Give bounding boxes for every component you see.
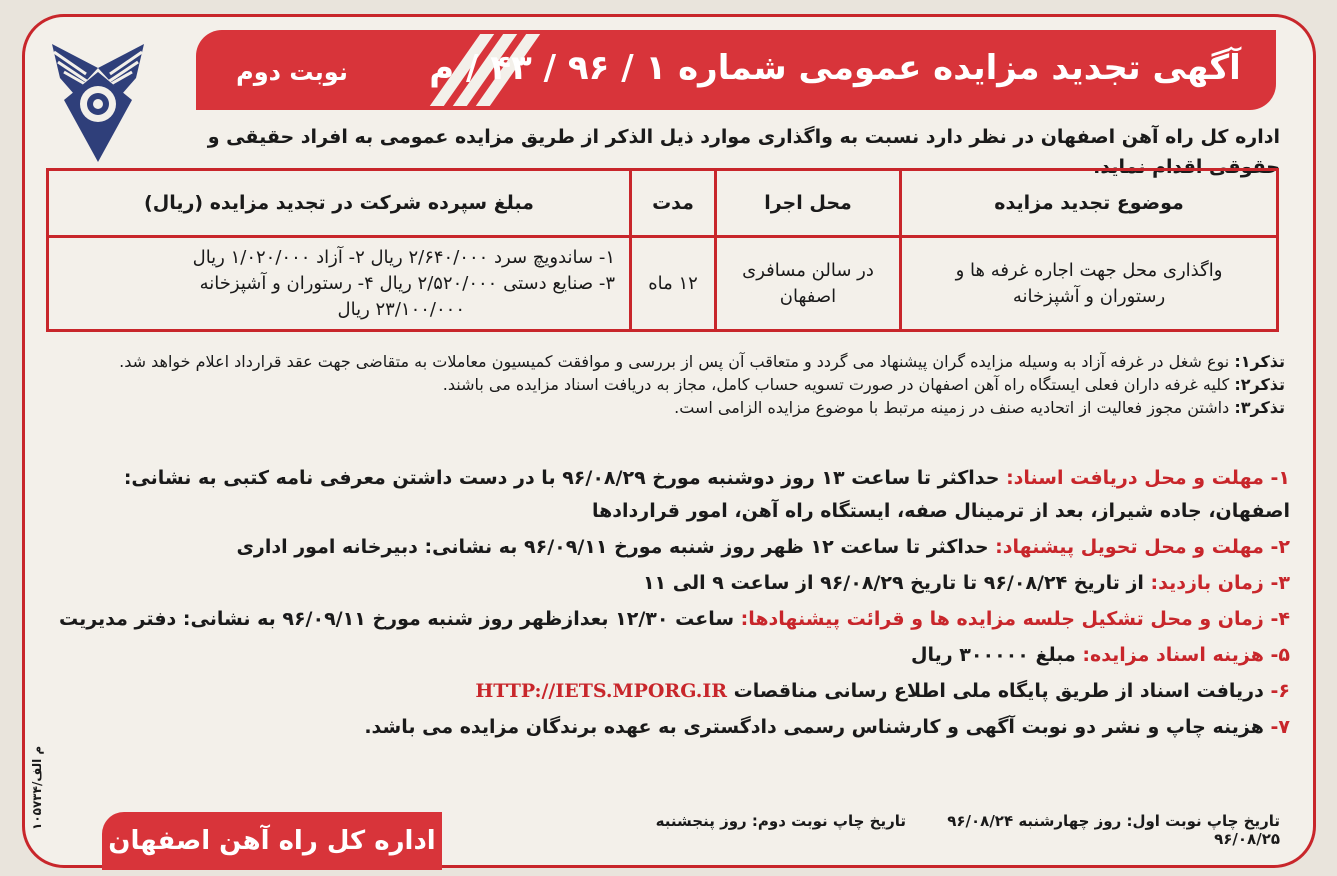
cell-duration: ۱۲ ماه (631, 237, 716, 331)
note-text: کلیه غرفه داران فعلی ایستگاه راه آهن اصفهان در صورت تسویه حساب کامل، مجاز به دریافت اسناد مزایده می باشند. (442, 375, 1230, 394)
item-number: ۷- (1263, 716, 1290, 738)
note-label: تذکر۳: (1234, 398, 1285, 417)
item-text: حداکثر تا ساعت ۱۲ ظهر روز شنبه مورخ ۹۶/۰۹/۱۱ به نشانی: دبیرخانه امور اداری (236, 536, 996, 558)
list-item (40, 462, 1290, 528)
railway-logo-icon (46, 38, 150, 166)
item-text: از تاریخ ۹۶/۰۸/۲۴ تا تاریخ ۹۶/۰۸/۲۹ از ساعت ۹ الی ۱۱ (642, 572, 1151, 594)
item-number: ۳- (1263, 572, 1290, 594)
notes-section (40, 350, 1285, 419)
item-number: ۶- (1263, 680, 1290, 702)
item-label: مهلت و محل تحویل پیشنهاد: (995, 536, 1264, 558)
list-item (40, 603, 1290, 636)
organization-badge: اداره کل راه آهن اصفهان (102, 812, 442, 870)
auction-table (46, 168, 1279, 332)
conditions-list (40, 462, 1290, 747)
cell-subject: واگذاری محل جهت اجاره غرفه ها و رستوران و آشپزخانه (901, 237, 1278, 331)
item-label: زمان و محل تشکیل جلسه مزایده ها و قرائت پیشنهادها: (740, 608, 1264, 630)
item-label: مهلت و محل دریافت اسناد: (1006, 467, 1264, 489)
deposit-line: ۱- ساندویچ سرد ۲/۶۴۰/۰۰۰ ریال ۲- آزاد ۱/۰۲۰/۰۰۰ ریال (192, 246, 615, 268)
item-number: ۱- (1263, 467, 1290, 489)
ad-reference-code: ۱۰۵۷۳۴/م الف (30, 745, 44, 830)
list-item (40, 531, 1290, 564)
note-item (40, 396, 1285, 419)
column-header-deposit: مبلغ سپرده شرکت در تجدید مزایده (ریال) (48, 170, 631, 237)
note-text: داشتن مجوز فعالیت از اتحادیه صنف در زمینه مرتبط با موضوع مزایده الزامی است. (674, 398, 1230, 417)
deposit-line: ۲۳/۱۰۰/۰۰۰ ریال (337, 298, 465, 320)
list-item (40, 711, 1290, 744)
note-label: تذکر۲: (1234, 375, 1285, 394)
item-text: دریافت اسناد از طریق پایگاه ملی اطلاع رسانی مناقصات (727, 680, 1264, 702)
intro-text: اداره کل راه آهن اصفهان در نظر دارد نسبت به واگذاری موارد ذیل الذکر از طریق مزایده عمومی به افراد حقیقی و حقوقی اقدام نماید. (207, 126, 1280, 178)
note-text: نوع شغل در غرفه آزاد به وسیله مزایده گران پیشنهاد می گردد و متعاقب آن پس از بررسی و موافقت کمیسیون معاملات به متقاضی جهت عقد قرارداد اعلام خواهد شد. (119, 352, 1230, 371)
cell-deposit (48, 237, 631, 331)
round-badge: نوبت دوم (236, 58, 348, 86)
list-item (40, 675, 1290, 708)
note-label: تذکر۱: (1234, 352, 1285, 371)
column-header-location: محل اجرا (716, 170, 901, 237)
list-item (40, 639, 1290, 672)
page-title: آگهی تجدید مزایده عمومی شماره ۱ / ۹۶ / ۴۳ / م (429, 48, 1241, 88)
item-label: هزینه اسناد مزایده: (1082, 644, 1264, 666)
cell-location: در سالن مسافری اصفهان (716, 237, 901, 331)
item-text: مبلغ ۳۰۰۰۰۰ ریال (910, 644, 1083, 666)
item-number: ۵- (1263, 644, 1290, 666)
column-header-subject: موضوع تجدید مزایده (901, 170, 1278, 237)
tender-website-link[interactable]: HTTP://IETS.MPORG.IR (475, 680, 728, 702)
column-header-duration: مدت (631, 170, 716, 237)
item-number: ۴- (1263, 608, 1290, 630)
first-print-date: تاریخ چاپ نوبت اول: روز چهارشنبه ۹۶/۰۸/۲۴ (947, 812, 1280, 830)
note-item (40, 373, 1285, 396)
list-item (40, 567, 1290, 600)
item-text: هزینه چاپ و نشر دو نوبت آگهی و کارشناس رسمی دادگستری به عهده برندگان مزایده می باشد. (364, 716, 1264, 738)
item-number: ۲- (1263, 536, 1290, 558)
table-row (48, 237, 1278, 331)
item-label: زمان بازدید: (1150, 572, 1264, 594)
item-text: حداکثر تا ساعت ۱۳ روز دوشنبه مورخ ۹۶/۰۸/۲۹ با در دست داشتن معرفی نامه کتبی به نشانی: اصفهان، جاده شیراز، بعد از ترمینال صفه، ایستگاه راه آهن، امور قراردادها (123, 467, 1290, 522)
deposit-line: ۳- صنایع دستی ۲/۵۲۰/۰۰۰ ریال ۴- رستوران و آشپزخانه (199, 272, 615, 294)
second-print-date: تاریخ چاپ نوبت دوم: روز پنجشنبه ۹۶/۰۸/۲۵ (655, 812, 1280, 848)
note-item (40, 350, 1285, 373)
table-header-row (48, 170, 1278, 237)
print-dates (560, 812, 1280, 848)
item-text: ساعت ۱۲/۳۰ بعدازظهر روز شنبه مورخ ۹۶/۰۹/۱۱ به نشانی: دفتر مدیریت (58, 608, 741, 630)
